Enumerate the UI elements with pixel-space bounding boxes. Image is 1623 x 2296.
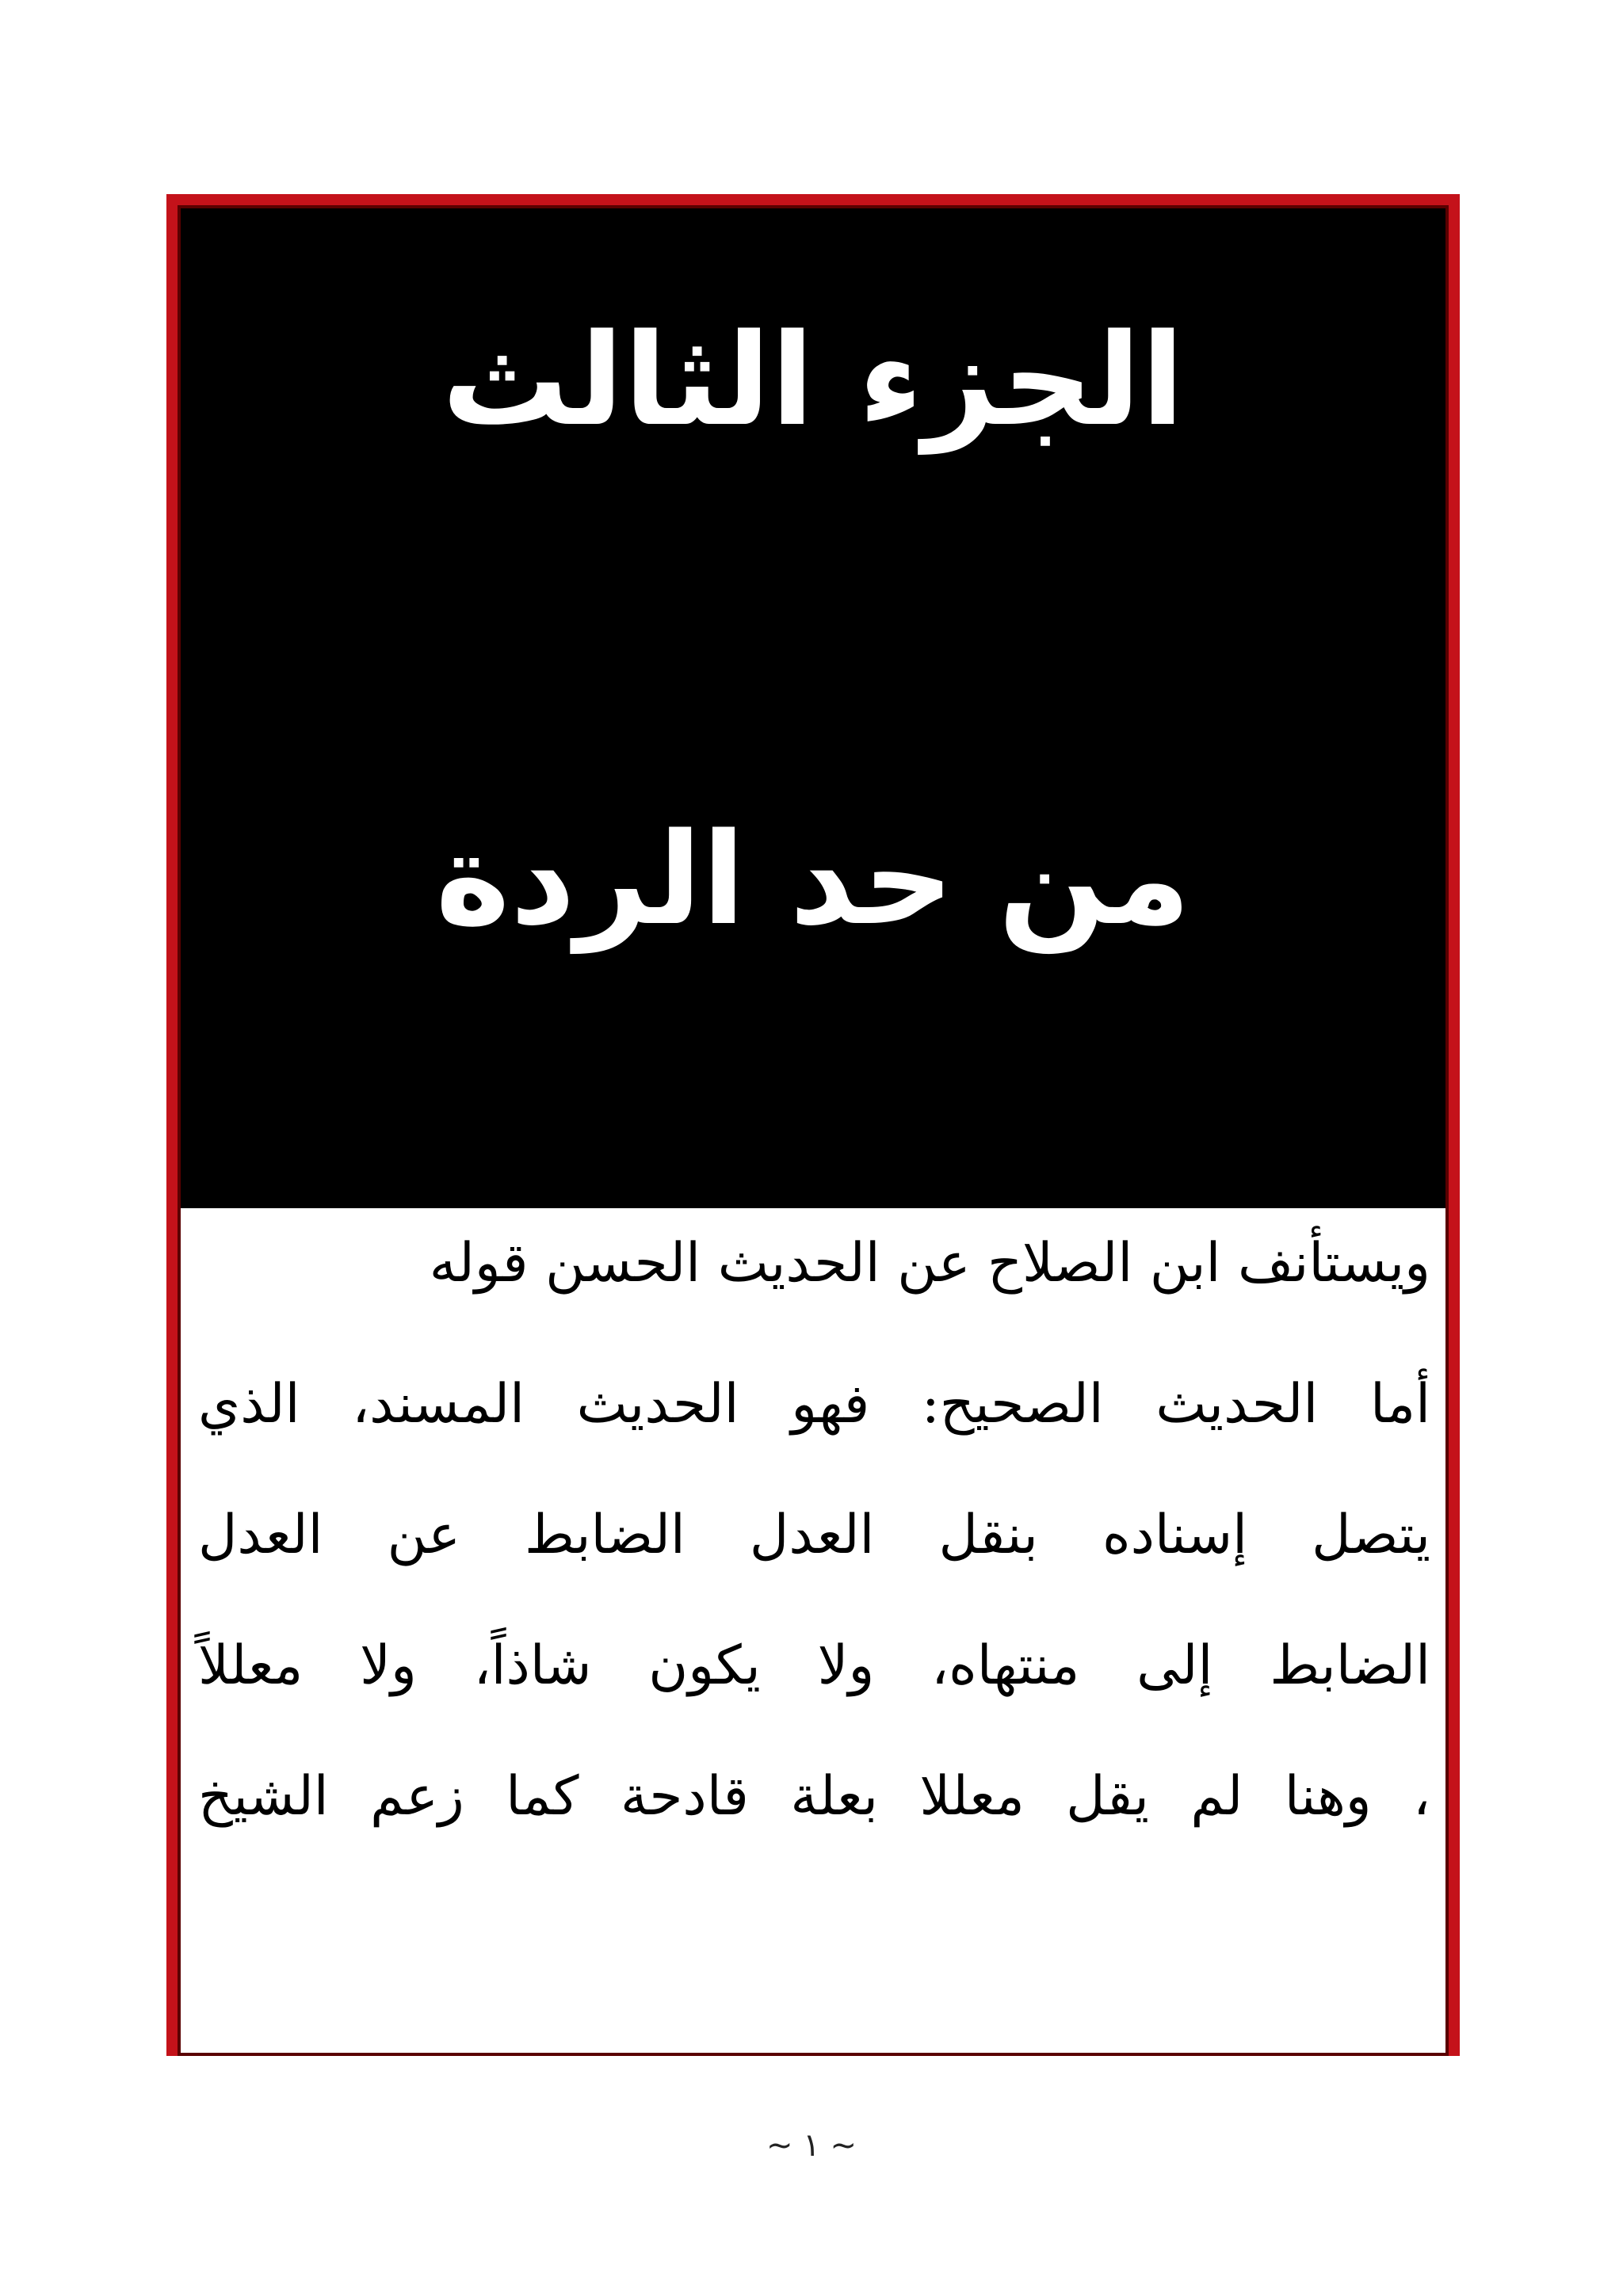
body-line: الضابط إلى منتهاه، ولا يكون شاذاً، ولا معللاً <box>198 1634 1430 1697</box>
cover-title-line-2: من حد الردة <box>435 805 1191 953</box>
page-number: ~ ١ ~ <box>766 2127 857 2164</box>
cover-title-line-1: الجزء الثالث <box>441 306 1185 454</box>
body-text <box>198 1208 1430 1870</box>
body-line: ويستأنف ابن الصلاح عن الحديث الحسن قوله <box>429 1232 1430 1295</box>
body-line: يتصل إسناده بنقل العدل الضابط عن العدل <box>198 1504 1430 1566</box>
body-line: ، وهنا لم يقل معللا بعلة قادحة كما زعم الشيخ <box>198 1765 1430 1828</box>
body-line: أما الحديث الصحيح: فهو الحديث المسند، الذي <box>198 1373 1430 1436</box>
